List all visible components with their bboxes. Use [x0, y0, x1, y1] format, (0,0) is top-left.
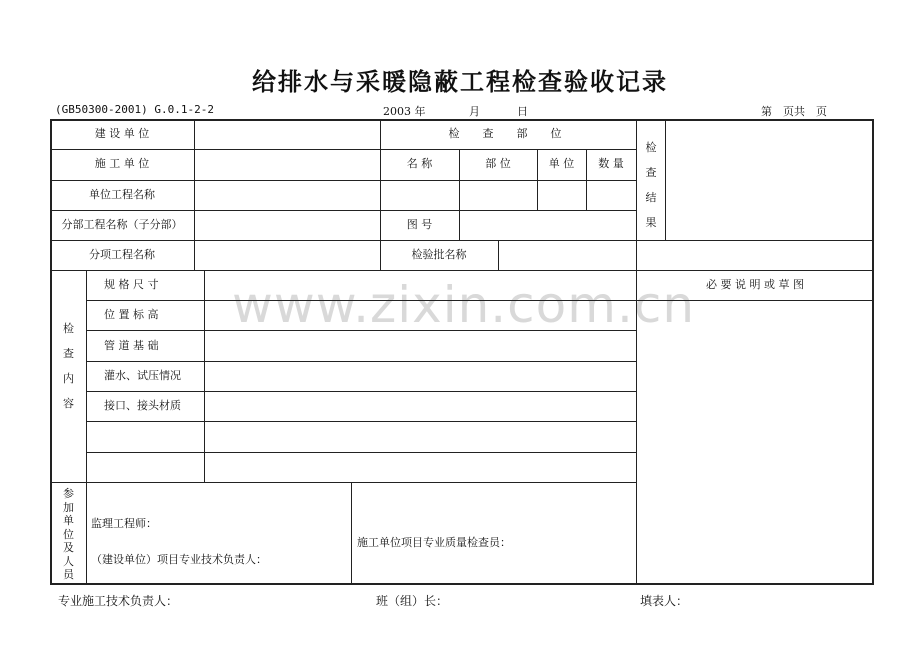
rule-line — [204, 270, 205, 482]
inspection-location-label: 检 查 部 位 — [448, 127, 568, 140]
supervisor-signature-label: 监理工程师： — [91, 517, 157, 530]
rule-line — [50, 210, 636, 211]
rule-line — [50, 180, 636, 181]
sub-item-name-label: 分项工程名称 — [89, 248, 155, 261]
form-title: 给排水与采暖隐蔽工程检查验收记录 — [252, 67, 668, 96]
rule-line — [50, 240, 874, 241]
quantity-label: 数 量 — [598, 157, 624, 170]
construction-unit-label: 建 设 单 位 — [94, 127, 150, 140]
rule-line — [194, 119, 195, 270]
item-pipe-foundation: 管 道 基 础 — [104, 339, 159, 352]
item-size-spec: 规 格 尺 寸 — [104, 278, 159, 291]
rule-line — [86, 421, 636, 422]
owner-tech-lead-signature-label: （建设单位）项目专业技术负责人： — [91, 553, 267, 566]
inspection-batch-name-label: 检验批名称 — [411, 248, 467, 261]
rule-line — [86, 361, 636, 362]
rule-line — [50, 149, 636, 150]
date-day: 日 — [517, 105, 528, 118]
rule-line — [86, 270, 87, 585]
unit-project-name-label: 单位工程名称 — [89, 188, 155, 201]
sub-division-name-label: 分部工程名称（子分部） — [61, 218, 183, 231]
tech-lead-signature-label: 专业施工技术负责人： — [58, 594, 179, 608]
team-leader-signature-label: 班（组）长： — [376, 594, 449, 608]
rule-line — [351, 482, 352, 585]
watermark: www.zixin.com.cn — [232, 276, 696, 334]
check-result-label: 检 查 结 果 — [645, 141, 657, 229]
rule-line — [50, 270, 874, 271]
date-month: 月 — [469, 105, 480, 118]
rule-line — [498, 240, 499, 270]
participants-label: 参 加 单 位 及 人 员 — [63, 487, 74, 581]
page-number: 第 页共 页 — [761, 105, 827, 118]
inspection-content-label: 检 查 内 容 — [63, 322, 74, 410]
rule-line — [86, 391, 636, 392]
name-label: 名 称 — [406, 157, 433, 170]
rule-line — [665, 119, 666, 240]
unit-label: 单 位 — [548, 157, 575, 170]
filled-by-label: 填表人： — [640, 594, 689, 608]
rule-line — [86, 330, 636, 331]
item-water-pressure-test: 灌水、试压情况 — [104, 369, 181, 382]
date-year: 2003 年 — [383, 105, 426, 118]
builder-unit-label: 施 工 单 位 — [94, 157, 150, 170]
item-position-elevation: 位 置 标 高 — [104, 308, 159, 321]
builder-qc-inspector-label: 施工单位项目专业质量检查员： — [357, 536, 511, 549]
standard-code: (GB50300-2001) G.0.1-2-2 — [55, 103, 214, 116]
rule-line — [50, 482, 636, 483]
rule-line — [86, 452, 636, 453]
drawing-number-label: 图 号 — [406, 218, 433, 231]
item-joint-material: 接口、接头材质 — [104, 399, 181, 412]
notes-sketch-header: 必 要 说 明 或 草 图 — [706, 278, 804, 291]
part-label: 部 位 — [485, 157, 511, 170]
